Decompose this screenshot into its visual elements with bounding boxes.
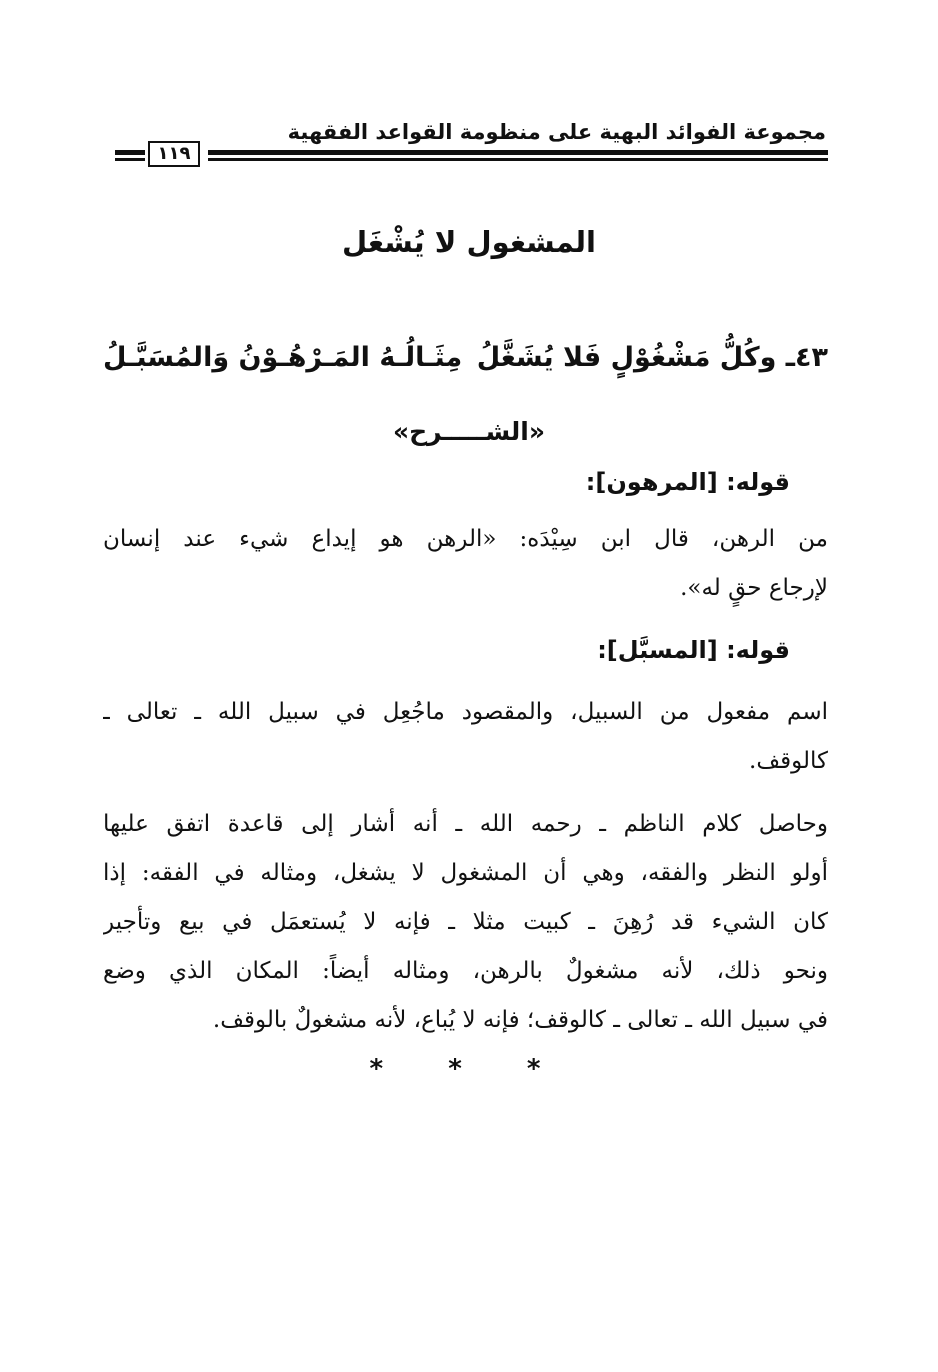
paragraph-line: من الرهن، قال ابن سِيْدَه: «الرهن هو إيداع شيء عند إنسان <box>103 526 828 552</box>
section-heading-musabbal: قوله: [المسبَّل]: <box>597 636 790 664</box>
paragraph-line: أولو النظر والفقه، وهي أن المشغول لا يشغل، ومثاله في الفقه: إذا <box>103 860 828 886</box>
commentary-label: «الشـــــرح» <box>393 417 545 446</box>
section-heading-marhoun: قوله: [المرهون]: <box>585 468 790 496</box>
chapter-title: المشغول لا يُشْغَل <box>342 225 596 259</box>
paragraph-line: كان الشيء قد رُهِنَ ـ كبيت مثلا ـ فإنه لا يُستعمَل في بيع وتأجير <box>103 909 828 935</box>
paragraph-line: في سبيل الله ـ تعالى ـ كالوقف؛ فإنه لا يُباع، لأنه مشغولٌ بالوقف. <box>212 1007 828 1033</box>
section-paragraph-musabbal <box>103 688 828 786</box>
verse-first-hemistich: ٤٣ـ وكُلُّ مَشْغُوْلٍ فَلا يُشَغَّلُ <box>476 342 828 373</box>
conclusion-paragraph <box>103 800 828 1045</box>
verse-second-hemistich: مِثَـالُـهُ المَـرْهُـوْنُ وَالمُسَبَّـلُ <box>103 342 463 373</box>
header-rule-thin <box>208 158 828 161</box>
section-paragraph-marhoun <box>103 515 828 613</box>
page-number: ١١٩ <box>148 141 200 167</box>
running-header-title: مجموعة الفوائد البهية على منظومة القواعد الفقهية <box>287 120 826 144</box>
paragraph-line: ونحو ذلك، لأنه مشغولٌ بالرهن، ومثاله أيضاً: المكان الذي وضع <box>103 958 828 984</box>
paragraph-line: كالوقف. <box>749 748 828 774</box>
header-rule-thick <box>208 150 828 155</box>
paragraph-line: اسم مفعول من السبيل، والمقصود ماجُعِل في سبيل الله ـ تعالى ـ <box>103 699 828 725</box>
section-separator-asterisks: * * * <box>369 1054 569 1084</box>
header-rule-stub-thin <box>115 158 145 161</box>
header-rule-stub <box>115 150 145 155</box>
paragraph-line: وحاصل كلام الناظم ـ رحمه الله ـ أنه أشار إلى قاعدة اتفق عليها <box>103 811 828 837</box>
paragraph-line: لإرجاع حقٍ له». <box>680 575 828 601</box>
